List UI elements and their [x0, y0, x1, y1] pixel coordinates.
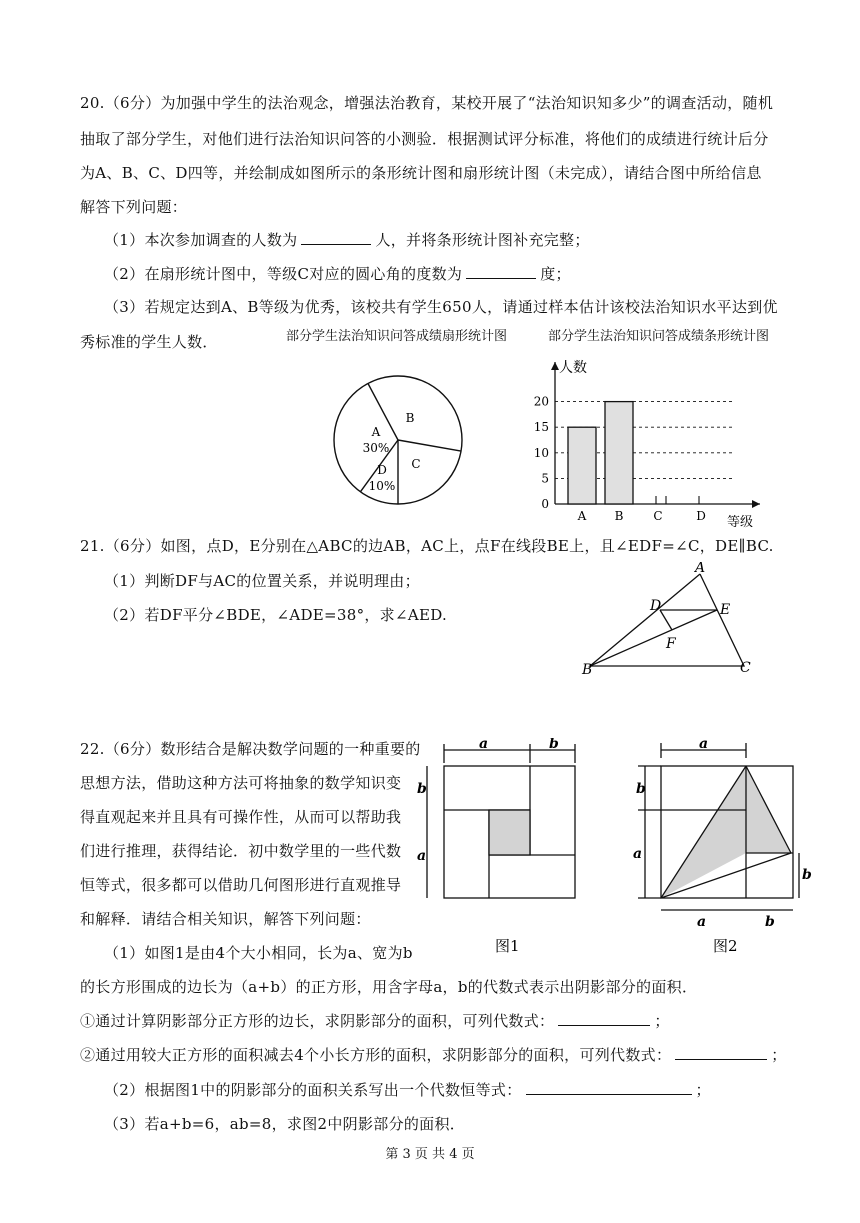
pie-chart — [325, 372, 475, 512]
q22-line-5: 恒等式，很多都可以借助几何图形进行直观推导 — [80, 876, 402, 894]
label-b: b — [636, 781, 646, 797]
q22-line-3: 得直观起来并且具有可操作性，从而可以帮助我 — [80, 808, 402, 826]
q20-part-2-text: （2）在扇形统计图中，等级C对应的圆心角的度数为 — [104, 265, 463, 283]
bar-chart — [525, 350, 775, 530]
q20-part-3: （3）若规定达到A、B等级为优秀，该校共有学生650人，请通过样本估计该校法治知识水平达到优 — [104, 298, 778, 316]
y-tick-label: 15 — [533, 420, 549, 435]
label-a: a — [417, 848, 427, 864]
q20-part-1-tail: 人，并将条形统计图补充完整； — [375, 231, 590, 249]
q22-sub-2 — [80, 1044, 787, 1065]
q21-part-1: （1）判断DF与AC的位置关系，并说明理由； — [104, 572, 420, 590]
q21-part-2: （2）若DF平分∠BDE，∠ADE=38°，求∠AED. — [104, 606, 448, 624]
q22-line-1: 22.（6分）数形结合是解决数学问题的一种重要的 — [80, 740, 421, 758]
q22-line-2: 思想方法，借助这种方法可将抽象的数学知识变 — [80, 774, 402, 792]
y-axis-arrow — [551, 362, 559, 370]
q22-part-2 — [104, 1079, 711, 1100]
q21-line-1: 21.（6分）如图，点D，E分别在△ABC的边AB，AC上，点F在线段BE上，且∠EDF=∠C，DE∥BC. — [80, 537, 774, 555]
figure-2-caption: 图2 — [713, 937, 738, 955]
shaded-square — [489, 810, 530, 855]
x-axis-arrow — [752, 500, 760, 508]
figure-1-caption: 图1 — [495, 937, 520, 955]
bar — [568, 427, 596, 504]
pie-slice-label: B — [405, 411, 415, 425]
triangle-figure — [580, 562, 760, 682]
label-b: b — [417, 781, 427, 797]
q20-part-2 — [104, 263, 571, 284]
label-d: D — [650, 598, 662, 614]
page-footer: 第 3 页 共 4 页 — [385, 1147, 475, 1162]
x-tick-label: D — [696, 509, 706, 523]
segment-be — [590, 610, 717, 666]
q22-sub-2-tail: ； — [771, 1046, 787, 1064]
label-a: a — [699, 738, 709, 752]
answer-blank[interactable] — [675, 1045, 767, 1060]
pie-chart-title: 部分学生法治知识问答成绩扇形统计图 — [286, 329, 508, 344]
q22-part-1-cont: 的长方形围成的边长为（a+b）的正方形，用含字母a，b的代数式表示出阴影部分的面积． — [80, 978, 698, 996]
y-tick-label: 10 — [533, 445, 549, 460]
q20-part-2-tail: 度； — [540, 265, 571, 283]
label-b: B — [582, 662, 593, 678]
answer-blank[interactable] — [558, 1011, 650, 1026]
label-f: F — [666, 636, 676, 652]
label-a: a — [697, 914, 707, 930]
q22-line-4: 们进行推理，获得结论．初中数学里的一些代数 — [80, 842, 402, 860]
x-tick-label: A — [577, 509, 587, 523]
bar-chart-title: 部分学生法治知识问答成绩条形统计图 — [548, 329, 770, 344]
triangle-abc — [590, 574, 744, 666]
q22-line-6: 和解释．请结合相关知识，解答下列问题： — [80, 910, 371, 928]
q22-sub-1 — [80, 1010, 670, 1031]
y-tick-label: 0 — [541, 497, 549, 511]
label-b: b — [549, 738, 559, 752]
label-e: E — [720, 602, 731, 618]
q20-line-3: 为A、B、C、D四等，并绘制成如图所示的条形统计图和扇形统计图（未完成），请结合图中所给信息 — [80, 164, 762, 182]
q20-line-2: 抽取了部分学生，对他们进行法治知识问答的小测验．根据测试评分标准，将他们的成绩进行统计后分 — [80, 130, 769, 148]
q22-sub-2-text: ②通过用较大正方形的面积减去4个小长方形的面积，求阴影部分的面积，可列代数式： — [80, 1046, 672, 1064]
q20-line-4: 解答下列问题： — [80, 198, 188, 216]
q22-sub-1-text: ①通过计算阴影部分正方形的边长，求阴影部分的面积，可列代数式： — [80, 1012, 555, 1030]
pie-slice-label: D — [377, 463, 387, 477]
q22-part-2-tail: ； — [695, 1081, 711, 1099]
x-tick-label: C — [653, 509, 663, 523]
q22-part-3: （3）若a+b=6，ab=8，求图2中阴影部分的面积． — [104, 1115, 466, 1133]
bar — [605, 402, 633, 504]
x-tick-label: B — [614, 509, 624, 523]
pie-slice-value: 10% — [368, 479, 396, 493]
label-b: b — [765, 914, 775, 930]
pie-slice-label: A — [371, 425, 381, 439]
label-c: C — [740, 660, 751, 676]
label-a: a — [633, 846, 643, 862]
x-axis-label: 等级 — [727, 515, 754, 530]
y-axis-label: 人数 — [559, 360, 587, 376]
figure-1 — [415, 738, 585, 963]
q20-part-1 — [104, 229, 590, 250]
q20-part-3-cont: 秀标准的学生人数． — [80, 333, 218, 351]
q22-part-2-text: （2）根据图1中的阴影部分的面积关系写出一个代数恒等式： — [104, 1081, 522, 1099]
segment-df — [660, 610, 672, 630]
q22-part-1: （1）如图1是由4个大小相同，长为a、宽为b — [104, 944, 413, 962]
q22-sub-1-tail: ； — [654, 1012, 670, 1030]
answer-blank[interactable] — [466, 264, 536, 279]
label-b: b — [802, 867, 812, 883]
label-a: a — [479, 738, 489, 752]
figure-2 — [633, 738, 813, 963]
answer-blank[interactable] — [301, 230, 371, 245]
pie-slice-value: 30% — [362, 441, 390, 455]
label-a: A — [695, 562, 706, 576]
y-tick-label: 20 — [533, 394, 549, 409]
q20-part-1-text: （1）本次参加调查的人数为 — [104, 231, 298, 249]
answer-blank[interactable] — [526, 1080, 692, 1095]
y-tick-label: 5 — [541, 471, 549, 486]
pie-slice-label: C — [411, 457, 421, 471]
q20-line-1: 20.（6分）为加强中学生的法治观念，增强法治教育，某校开展了“法治知识知多少”的调查活动，随机 — [80, 94, 774, 112]
